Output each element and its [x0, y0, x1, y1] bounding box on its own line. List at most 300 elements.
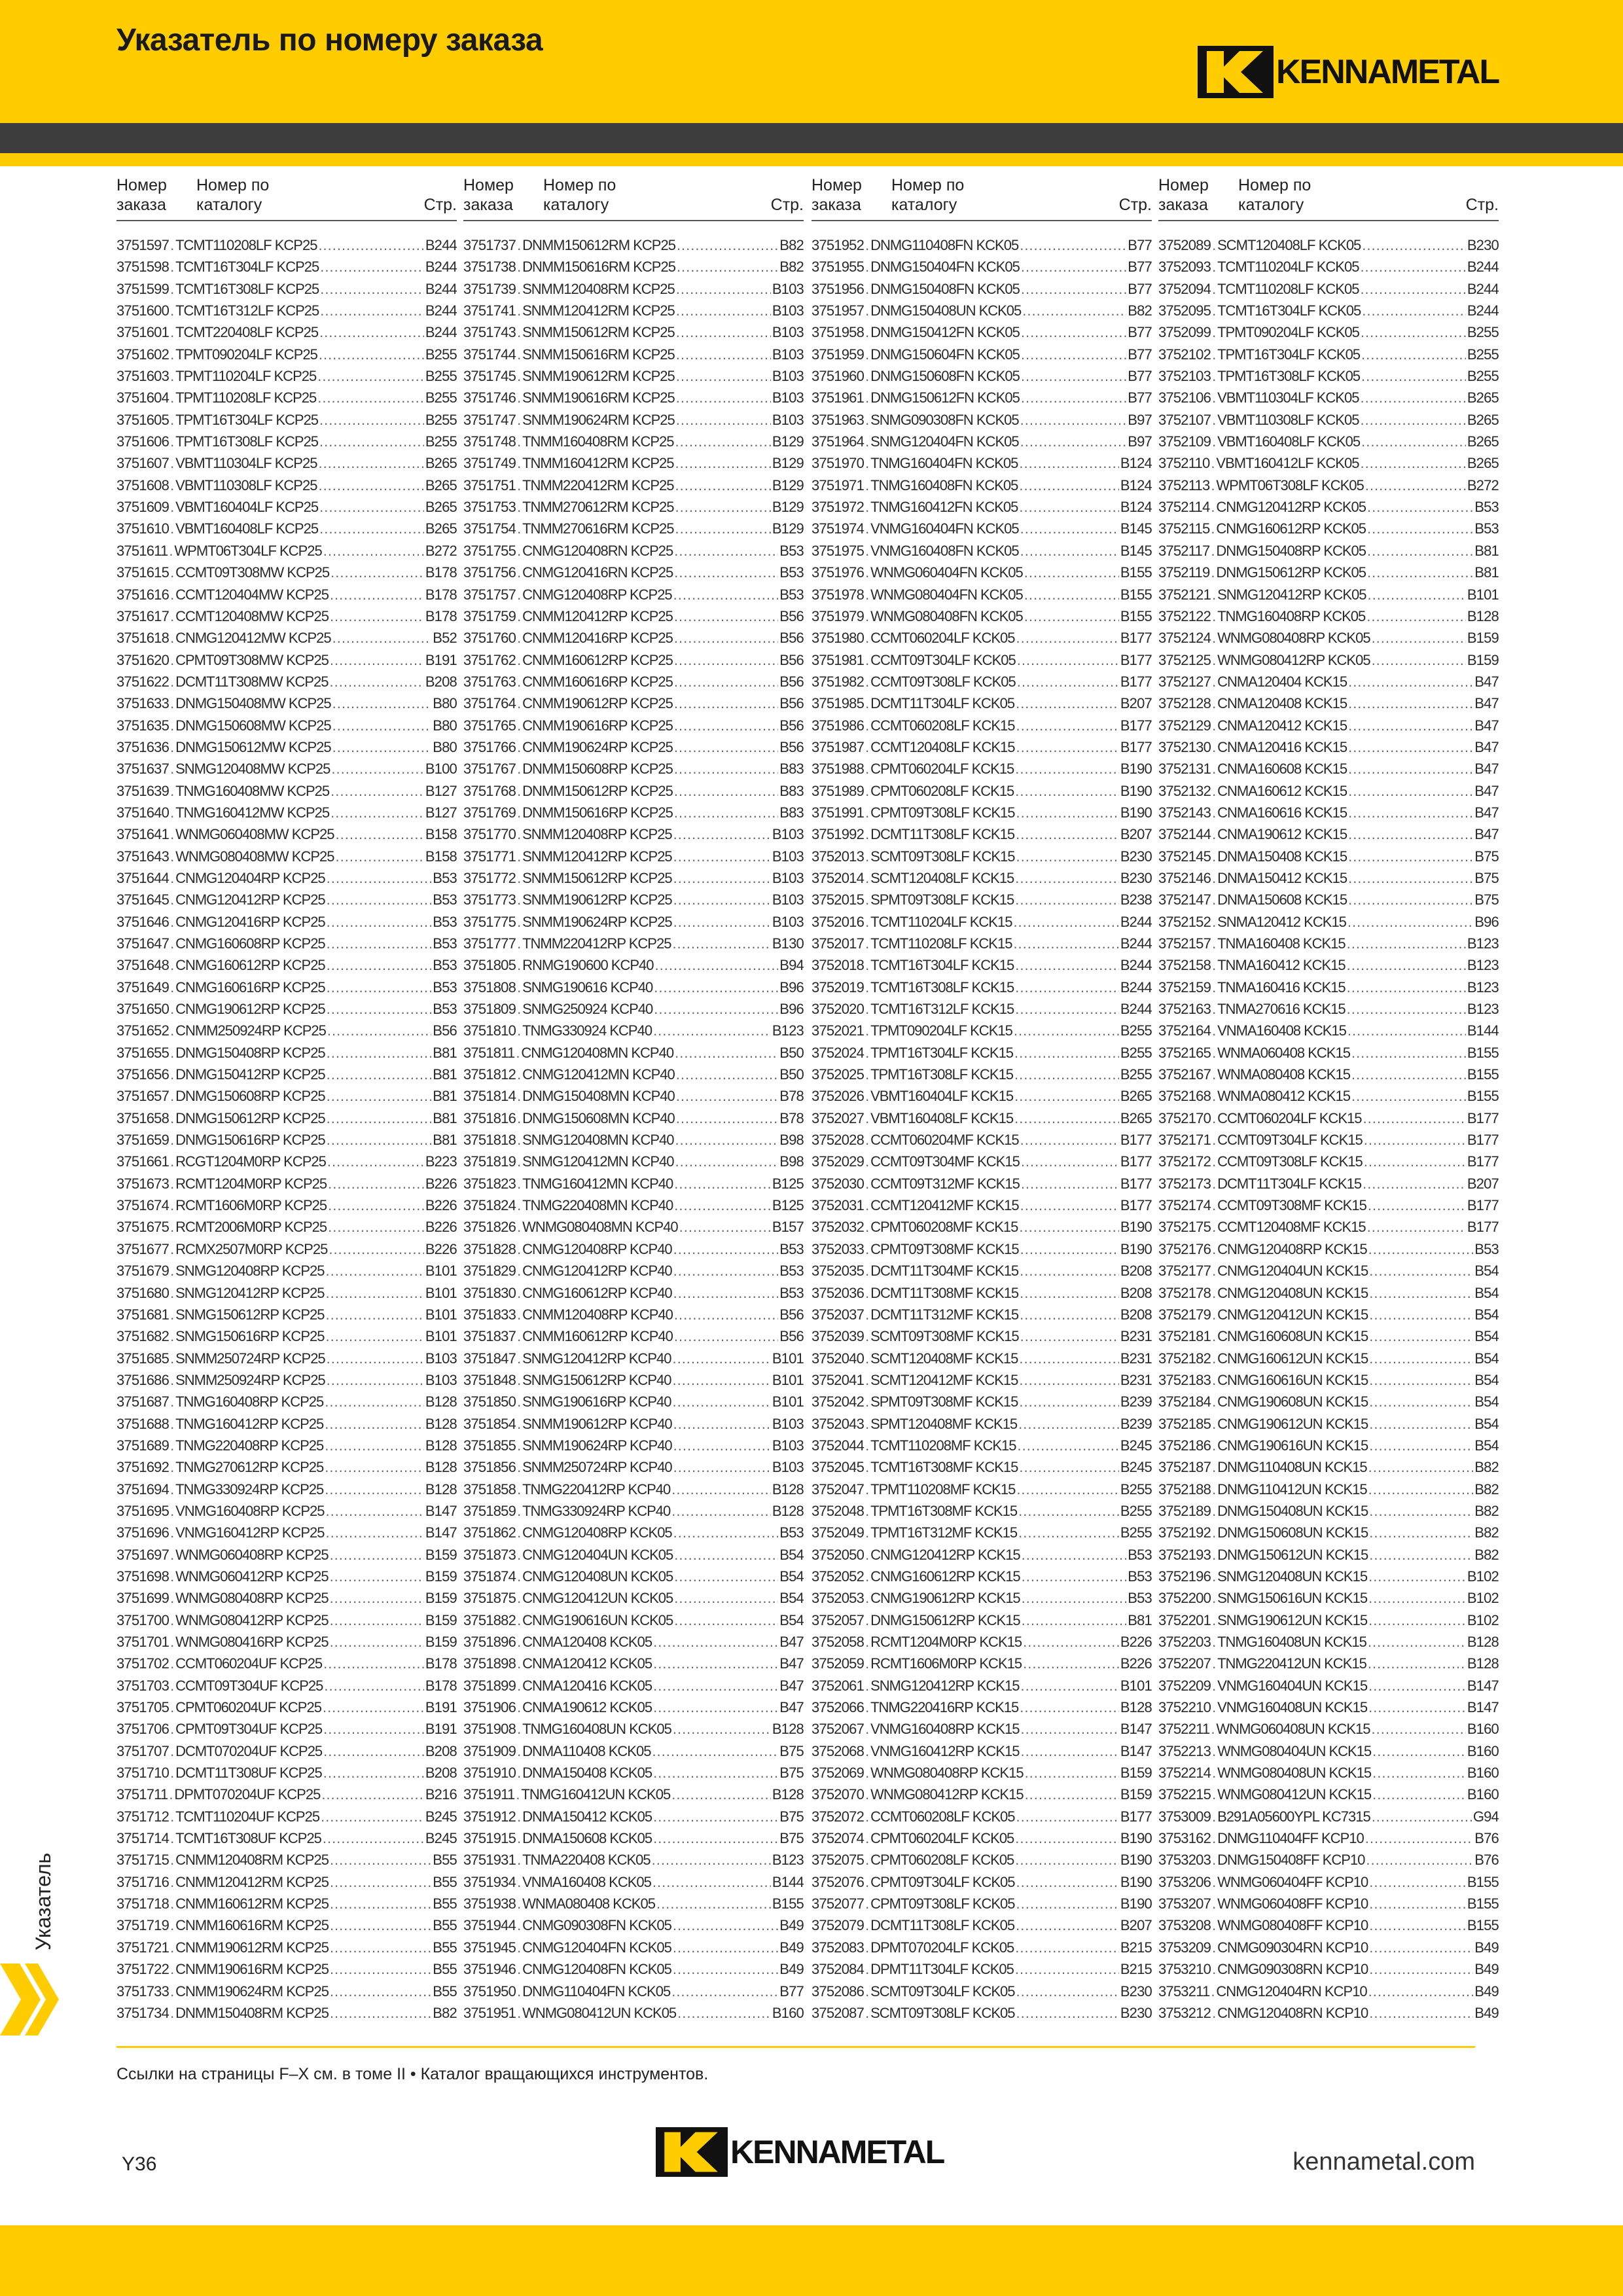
table-row [812, 1784, 1152, 1805]
order-number: 3751608 [116, 476, 169, 493]
page-reference: B177 [1120, 673, 1152, 690]
order-number: 3752144 [1158, 826, 1211, 843]
dot-leader [1361, 321, 1466, 343]
table-row [463, 1827, 804, 1849]
catalog-number: SNMG190616RP KCP40 [522, 1393, 671, 1410]
table-row [812, 846, 1152, 867]
page-reference: B56 [779, 738, 804, 755]
order-number: 3751951 [463, 2004, 516, 2021]
table-row [1158, 627, 1499, 649]
page-reference: B144 [1467, 1022, 1499, 1039]
dot-leader [170, 1325, 174, 1347]
dot-leader [1211, 540, 1215, 562]
table-row [1158, 649, 1499, 671]
dot-leader [170, 1522, 174, 1543]
order-number: 3751982 [812, 673, 865, 690]
order-number: 3752124 [1158, 630, 1211, 647]
page-reference: B47 [779, 1677, 804, 1694]
table-row [1158, 496, 1499, 518]
table-row [1158, 409, 1499, 431]
catalog-number: DNMA110408 KCK05 [522, 1742, 651, 1759]
order-number: 3752025 [812, 1066, 865, 1083]
order-number: 3751862 [463, 1524, 516, 1541]
page-reference: B255 [425, 346, 457, 363]
order-number: 3752175 [1158, 1219, 1211, 1236]
page-reference: G94 [1472, 1808, 1499, 1825]
dot-leader [330, 649, 424, 671]
order-number: 3751657 [116, 1088, 169, 1105]
table-row [812, 1937, 1152, 1958]
catalog-number: CNMM160612RP KCP40 [522, 1328, 673, 1345]
table-row [812, 692, 1152, 714]
page-reference: B159 [1467, 651, 1499, 668]
order-number: 3752031 [812, 1197, 865, 1214]
page-reference: B265 [1467, 455, 1499, 472]
dot-leader [1365, 1827, 1473, 1849]
dot-leader [323, 1762, 424, 1784]
order-number: 3751754 [463, 520, 516, 537]
catalog-number: CNMA120412 KCK05 [522, 1655, 652, 1672]
page-reference: B101 [1467, 586, 1499, 603]
page-reference: B76 [1474, 1852, 1499, 1869]
dot-leader [1020, 1238, 1119, 1260]
page-reference: B101 [772, 1350, 804, 1367]
dot-leader [865, 1151, 869, 1172]
table-row [1158, 1282, 1499, 1304]
dot-leader [865, 977, 869, 998]
dot-leader [170, 1413, 174, 1435]
table-row [116, 1718, 457, 1740]
dot-leader [170, 1151, 174, 1172]
table-row [1158, 584, 1499, 605]
table-row [463, 1849, 804, 1871]
catalog-number: SNMM190616RM KCP25 [522, 389, 675, 406]
dot-leader [865, 1784, 869, 1805]
order-number: 3751640 [116, 804, 169, 821]
dot-leader [170, 1653, 174, 1674]
catalog-number: TCMT16T308UF KCP25 [175, 1830, 321, 1847]
order-number: 3751602 [116, 346, 169, 363]
order-number: 3752214 [1158, 1765, 1211, 1782]
dot-leader [325, 1282, 423, 1304]
table-row [463, 278, 804, 300]
order-number: 3752057 [812, 1611, 865, 1628]
table-row [463, 954, 804, 976]
dot-leader [674, 649, 778, 671]
page-reference: B244 [1120, 978, 1152, 996]
catalog-number: TPMT110204LF KCP25 [175, 368, 317, 385]
dot-leader [1212, 1740, 1216, 1762]
table-row [463, 1566, 804, 1587]
order-number: 3751854 [463, 1415, 516, 1432]
catalog-number: TCMT110204LF KCK15 [870, 913, 1012, 930]
table-row [812, 1806, 1152, 1827]
order-number: 3751979 [812, 607, 865, 624]
table-row [116, 1958, 457, 1980]
catalog-number: CCMT120404MW KCP25 [175, 586, 329, 603]
page-reference: B128 [425, 1459, 457, 1476]
page-reference: B123 [1467, 935, 1499, 952]
page-reference: B160 [1467, 1765, 1499, 1782]
catalog-number: VNMG160404UN KCK15 [1217, 1677, 1368, 1694]
order-number: 3751637 [116, 761, 169, 778]
catalog-number: DNMM150408RM KCP25 [175, 2004, 329, 2021]
table-row [116, 1893, 457, 1914]
table-row [812, 1325, 1152, 1347]
dot-leader [330, 802, 424, 823]
catalog-number: DNMG110408FN KCK05 [870, 237, 1019, 253]
dot-leader [170, 1238, 174, 1260]
page-reference: B98 [779, 1132, 804, 1149]
dot-leader [865, 889, 869, 910]
page-reference: B54 [1474, 1350, 1499, 1367]
page-reference: B81 [1474, 564, 1499, 581]
order-number: 3751992 [812, 826, 865, 843]
catalog-number: DNMM150612RP KCP25 [522, 782, 673, 799]
page-reference: B128 [772, 1786, 804, 1803]
catalog-number: CNMM190624RM KCP25 [175, 1982, 329, 2000]
page-reference: B56 [779, 717, 804, 734]
table-row [1158, 1566, 1499, 1587]
page-reference: B102 [1467, 1611, 1499, 1628]
page-reference: B215 [1120, 1961, 1152, 1978]
page-reference: B272 [425, 542, 457, 559]
order-number: 3752099 [1158, 324, 1211, 341]
dot-leader [1021, 1151, 1119, 1172]
dot-leader [865, 605, 869, 627]
catalog-number: TNMG160408UN KCK15 [1217, 1634, 1366, 1650]
dot-leader [170, 715, 174, 736]
dot-leader [673, 846, 771, 867]
catalog-number: DCMT11T304MF KCK15 [870, 1263, 1019, 1280]
dot-leader [517, 409, 521, 431]
catalog-number: CNMA120408 KCK15 [1217, 695, 1347, 712]
table-row [463, 1348, 804, 1369]
catalog-number: CCMT060204LF KCK05 [870, 630, 1015, 647]
dot-leader [170, 300, 174, 321]
page-reference: B130 [772, 935, 804, 952]
page-reference: B159 [1120, 1765, 1152, 1782]
order-number: 3752188 [1158, 1480, 1211, 1498]
dot-leader [170, 823, 174, 845]
table-row [116, 1871, 457, 1893]
order-number: 3752019 [812, 978, 865, 996]
table-row [812, 1173, 1152, 1194]
catalog-number: SNMG120412RP KCP25 [175, 1284, 325, 1301]
table-row [463, 1325, 804, 1347]
dot-leader [1023, 1653, 1119, 1674]
page-reference: B103 [772, 869, 804, 886]
page-reference: B255 [1120, 1044, 1152, 1061]
page-reference: B75 [1474, 869, 1499, 886]
order-number: 3752159 [1158, 978, 1211, 996]
order-number: 3751912 [463, 1808, 516, 1825]
table-row [1158, 1587, 1499, 1609]
page-reference: B190 [1120, 1240, 1152, 1257]
page-reference: B147 [1467, 1699, 1499, 1716]
dot-leader [1212, 1391, 1216, 1412]
dot-leader [1018, 1435, 1119, 1456]
table-row [116, 1216, 457, 1238]
table-row [1158, 344, 1499, 365]
catalog-number: WPMT06T304LF KCP25 [174, 542, 322, 559]
dot-leader [1212, 1260, 1216, 1282]
dot-leader [865, 1893, 869, 1914]
page-reference: B82 [1474, 1546, 1499, 1563]
dot-leader [1361, 431, 1466, 452]
dot-leader [865, 1675, 869, 1696]
dot-leader [1016, 1871, 1119, 1893]
dot-leader [674, 605, 778, 627]
catalog-number: VNMG160408UN KCK15 [1217, 1699, 1368, 1716]
order-number: 3751636 [116, 738, 169, 755]
page-reference: B123 [1467, 1001, 1499, 1018]
page-reference: B207 [1120, 826, 1152, 843]
page-reference: B55 [433, 1939, 457, 1956]
order-number: 3752109 [1158, 433, 1211, 450]
order-number: 3751757 [463, 586, 516, 603]
order-number: 3753211 [1158, 1982, 1210, 2000]
catalog-number: DNMG150612RP KCK15 [870, 1611, 1020, 1628]
order-number: 3752171 [1158, 1132, 1211, 1149]
page-reference: B53 [433, 869, 457, 886]
dot-leader [1212, 1893, 1216, 1914]
order-number: 3752017 [812, 935, 865, 952]
order-number: 3751961 [812, 389, 865, 406]
table-row [812, 1981, 1152, 2002]
dot-leader [323, 1740, 424, 1762]
dot-leader [1366, 1849, 1473, 1871]
dot-leader [517, 1348, 521, 1369]
table-row [1158, 475, 1499, 496]
page-reference: B77 [1128, 237, 1152, 253]
catalog-number: DPMT070204LF KCK05 [870, 1939, 1014, 1956]
order-number: 3752184 [1158, 1393, 1211, 1410]
page-reference: B155 [1467, 1066, 1499, 1083]
table-row [812, 1260, 1152, 1282]
order-number: 3751733 [116, 1982, 169, 2000]
table-row [1158, 1151, 1499, 1172]
catalog-number: DNMA150408 KCK05 [522, 1765, 652, 1782]
dot-leader [865, 1238, 869, 1260]
page-reference: B155 [1467, 1873, 1499, 1890]
dot-leader [1348, 692, 1473, 714]
page-reference: B82 [1474, 1524, 1499, 1541]
catalog-number: WNMG080412RP KCP25 [175, 1611, 329, 1628]
order-number: 3752094 [1158, 280, 1211, 297]
page-reference: B215 [1120, 1939, 1152, 1956]
dot-leader [865, 802, 869, 823]
dot-leader [327, 1064, 432, 1085]
page-reference: B103 [772, 302, 804, 319]
order-number: 3752143 [1158, 804, 1211, 821]
catalog-number: TCMT110208LF KCP25 [175, 237, 317, 253]
catalog-number: WNMG060408MW KCP25 [175, 826, 334, 843]
dot-leader [517, 475, 521, 496]
catalog-number: DNMG150408FF KCP10 [1217, 1852, 1365, 1869]
dot-leader [1020, 409, 1127, 431]
order-number: 3752179 [1158, 1306, 1211, 1323]
dot-leader [1212, 977, 1216, 998]
table-row [116, 1784, 457, 1805]
page-reference: B245 [425, 1808, 457, 1825]
column-header [1158, 175, 1499, 221]
page-reference: B147 [425, 1502, 457, 1519]
dot-leader [1016, 823, 1119, 845]
page-reference: B159 [425, 1611, 457, 1628]
table-row [463, 1762, 804, 1784]
dot-leader [1016, 692, 1119, 714]
dot-leader [1211, 1981, 1215, 2002]
dot-leader [865, 1042, 869, 1064]
dot-leader [327, 1085, 432, 1107]
page-reference: B128 [1120, 1699, 1152, 1716]
order-number: 3752033 [812, 1240, 865, 1257]
order-number: 3751677 [116, 1240, 169, 1257]
page-reference: B77 [1128, 280, 1152, 297]
dot-leader [1020, 431, 1127, 452]
catalog-number: TNMA160416 KCK15 [1217, 978, 1346, 996]
dot-leader [325, 1304, 423, 1325]
dot-leader [517, 452, 521, 474]
table-row [463, 758, 804, 780]
dot-leader [517, 321, 521, 343]
dot-leader [1212, 1151, 1216, 1172]
catalog-number: DNMG150612RP KCK05 [1216, 564, 1366, 581]
table-row [116, 365, 457, 387]
order-number: 3751829 [463, 1263, 516, 1280]
table-row [116, 1456, 457, 1478]
dot-leader [1366, 605, 1466, 627]
dot-leader [331, 758, 423, 780]
page-reference: B96 [779, 978, 804, 996]
catalog-number: DNMG150412RP KCP25 [175, 1066, 325, 1083]
dot-leader [327, 933, 432, 954]
order-number: 3751964 [812, 433, 865, 450]
dot-leader [170, 1260, 174, 1282]
table-row [116, 1435, 457, 1456]
table-row [116, 344, 457, 365]
order-number: 3751604 [116, 389, 169, 406]
page-reference: B53 [1128, 1546, 1152, 1563]
dot-leader [865, 1937, 869, 1958]
dot-leader [1360, 387, 1465, 408]
page-reference: B103 [425, 1350, 457, 1367]
catalog-number: CNMA120416 KCK15 [1217, 738, 1347, 755]
dot-leader [1369, 1893, 1466, 1914]
page-reference: B244 [1120, 935, 1152, 952]
page-reference: B56 [779, 695, 804, 712]
dot-leader [1212, 1348, 1216, 1369]
order-number: 3751847 [463, 1350, 516, 1367]
dot-leader [1362, 300, 1466, 321]
dot-leader [1367, 540, 1473, 562]
dot-leader [1020, 518, 1119, 539]
table-row [463, 1631, 804, 1653]
table-row [116, 780, 457, 802]
order-number: 3751771 [463, 848, 516, 865]
order-number: 3752158 [1158, 957, 1211, 974]
order-number: 3752036 [812, 1284, 865, 1301]
order-number: 3751685 [116, 1350, 169, 1367]
website-link[interactable]: kennametal.com [1293, 2148, 1475, 2176]
table-row [812, 736, 1152, 758]
dot-leader [517, 1806, 521, 1827]
table-row [463, 1675, 804, 1696]
page-reference: B103 [772, 368, 804, 385]
table-row [116, 1675, 457, 1696]
page-reference: B207 [1120, 1917, 1152, 1934]
page-reference: B103 [772, 324, 804, 341]
catalog-number: WNMG060408FF KCP10 [1217, 1895, 1368, 1912]
dot-leader [865, 1129, 869, 1151]
dot-leader [671, 1981, 778, 2002]
dot-leader [673, 889, 771, 910]
dot-leader [1369, 1348, 1473, 1369]
dot-leader [865, 1653, 869, 1674]
dot-leader [865, 475, 869, 496]
dot-leader [1367, 518, 1473, 539]
order-number: 3751715 [116, 1852, 169, 1869]
order-number: 3751656 [116, 1066, 169, 1083]
dot-leader [517, 1762, 521, 1784]
dot-leader [865, 736, 869, 758]
order-number: 3751603 [116, 368, 169, 385]
catalog-number: DNMG150404FN KCK05 [870, 259, 1020, 276]
order-number: 3752209 [1158, 1677, 1211, 1694]
page-reference: B207 [1120, 695, 1152, 712]
catalog-number: TCMT110208MF KCK15 [870, 1437, 1016, 1454]
page-reference: B53 [433, 891, 457, 908]
order-number: 3751688 [116, 1415, 169, 1432]
page-reference: B255 [1120, 1066, 1152, 1083]
table-row [463, 1479, 804, 1500]
dot-leader [1018, 1413, 1119, 1435]
table-row [463, 431, 804, 452]
dot-leader [1015, 867, 1119, 889]
dot-leader [170, 911, 174, 933]
dot-leader [170, 1958, 174, 1980]
catalog-number: VNMG160412RP KCP25 [175, 1524, 325, 1541]
page-reference: B255 [425, 433, 457, 450]
order-number: 3752211 [1158, 1721, 1210, 1738]
order-number: 3752075 [812, 1852, 865, 1869]
catalog-number: SNMM150616RM KCP25 [522, 346, 675, 363]
dot-leader [865, 1369, 869, 1391]
catalog-number: CNMG190612UN KCK15 [1217, 1415, 1368, 1432]
table-row [1158, 692, 1499, 714]
order-number: 3751605 [116, 411, 169, 428]
dot-leader [673, 1937, 778, 1958]
order-number: 3751955 [812, 259, 865, 276]
order-number: 3751710 [116, 1765, 169, 1782]
page-reference: B177 [1120, 717, 1152, 734]
dot-leader [517, 431, 521, 452]
dot-leader [1212, 2002, 1216, 2024]
dot-leader [1212, 1849, 1216, 1871]
order-number: 3752040 [812, 1350, 865, 1367]
dot-leader [1212, 1435, 1216, 1456]
table-row [116, 321, 457, 343]
dot-leader [1212, 1194, 1216, 1216]
order-number: 3751824 [463, 1197, 516, 1214]
page-reference: B47 [1474, 695, 1499, 712]
dot-leader [170, 758, 174, 780]
page-reference: B56 [779, 630, 804, 647]
dot-leader [1369, 1522, 1473, 1543]
page-reference: B82 [1474, 1502, 1499, 1519]
dot-leader [517, 846, 521, 867]
